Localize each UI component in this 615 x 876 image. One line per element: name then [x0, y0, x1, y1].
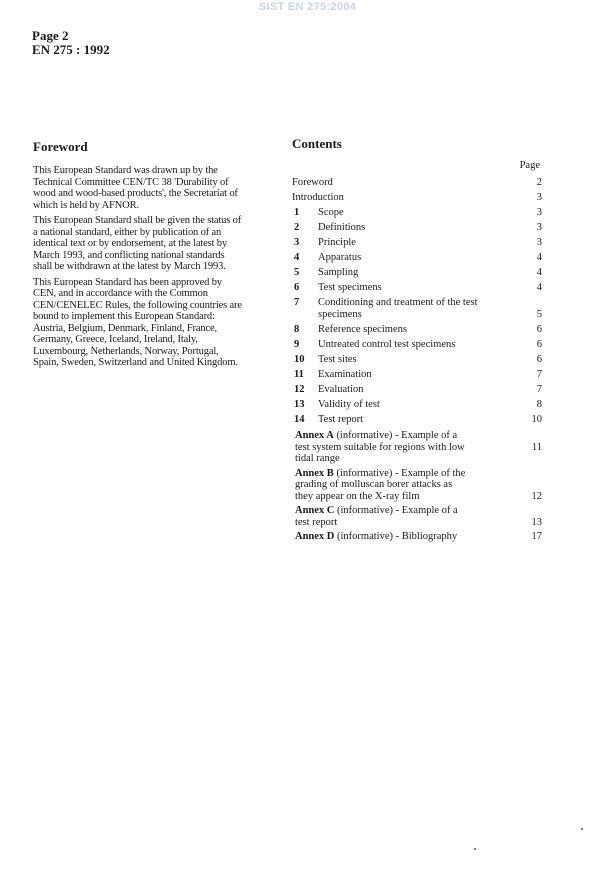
toc-page: 4 — [536, 252, 542, 263]
toc-page: 5 — [536, 308, 542, 320]
annex-title: (informative) - Bibliography — [334, 531, 458, 542]
foreword-heading: Foreword — [33, 139, 88, 154]
toc-page: 4 — [536, 282, 542, 293]
toc-entry-9 — [292, 339, 544, 351]
toc-title: Test report — [318, 413, 364, 425]
toc-page: 10 — [531, 413, 542, 425]
contents-heading: Contents — [292, 136, 342, 151]
toc-entry-introduction — [292, 192, 544, 204]
watermark: SIST EN 275:2004 — [258, 1, 357, 13]
toc-annex-a — [292, 430, 544, 465]
toc-title: Foreword — [292, 177, 333, 188]
toc-page: 4 — [536, 267, 542, 278]
toc-entry-8 — [292, 324, 544, 336]
scan-speck — [474, 848, 476, 850]
toc-number: 13 — [294, 398, 305, 410]
toc-entry-foreword — [292, 177, 544, 189]
standard-id: EN 275 : 1992 — [32, 42, 110, 57]
toc-title: Scope — [318, 207, 344, 218]
toc-title: Apparatus — [318, 252, 362, 263]
foreword-paragraph: This European Standard was drawn up by the Technical Committee CEN/TC 38 'Durability of wood and wood-based products', the Secretariat of which is held by AFNOR. — [33, 165, 238, 211]
toc-title: Principle — [318, 237, 356, 248]
toc-entry-13 — [292, 399, 544, 411]
toc-annex-d — [292, 531, 544, 543]
toc-number: 2 — [294, 222, 300, 233]
toc-title: Conditioning and treatment of the test specimens — [318, 297, 478, 320]
toc-title: Validity of test — [318, 398, 380, 410]
scan-speck — [581, 828, 583, 830]
toc-entry-1 — [292, 207, 544, 219]
toc-number: 12 — [294, 383, 305, 395]
foreword-section — [33, 140, 283, 373]
toc-title: Reference specimens — [318, 323, 407, 335]
toc-entry-4 — [292, 252, 544, 264]
contents-section — [292, 137, 544, 543]
toc-number: 6 — [294, 282, 300, 293]
toc-page: 3 — [536, 222, 542, 233]
toc-page: 3 — [536, 207, 542, 218]
toc-page: 17 — [531, 531, 542, 542]
toc-title: Sampling — [318, 267, 359, 278]
toc-title: Untreated control test specimens — [318, 338, 456, 350]
toc-page: 2 — [536, 177, 542, 188]
toc-entry-14 — [292, 414, 544, 426]
toc-page: 7 — [536, 368, 542, 380]
annex-name: Annex D — [295, 531, 335, 542]
toc-entry-5 — [292, 267, 544, 279]
annex-name: Annex B — [295, 467, 334, 479]
toc-number: 4 — [294, 252, 300, 263]
annex-title: (informative) - Example of the grading of molluscan borer attacks as they appear on the X-ray film — [295, 467, 466, 502]
toc-page: 7 — [536, 383, 542, 395]
toc-number: 14 — [294, 413, 305, 425]
toc-entry-6 — [292, 282, 544, 294]
toc-title: Introduction — [292, 192, 344, 203]
toc-page: 13 — [531, 516, 542, 528]
toc-number: 9 — [294, 338, 300, 350]
toc-title: Test sites — [318, 353, 357, 365]
toc-entry-3 — [292, 237, 544, 249]
toc-page: 11 — [531, 442, 542, 453]
toc-entry-11 — [292, 369, 544, 381]
toc-entry-2 — [292, 222, 544, 234]
annex-name: Annex A — [295, 430, 334, 441]
annex-name: Annex C — [295, 505, 335, 516]
toc-title: Examination — [318, 368, 372, 380]
page-column-label: Page — [519, 160, 540, 171]
toc-page: 6 — [536, 323, 542, 335]
toc-entry-7 — [292, 297, 544, 320]
toc-number: 11 — [294, 368, 304, 380]
toc-page: 6 — [536, 338, 542, 350]
toc-title: Test specimens — [318, 282, 382, 293]
toc-number: 5 — [294, 267, 300, 278]
toc-number: 3 — [294, 237, 300, 248]
foreword-paragraph: This European Standard has been approved by CEN, and in accordance with the Common CEN/CENELEC Rules, the following countries are bound to implement this European Standard: Austria, Belgium, Denmark, Finland, France, Germany, Greece, Iceland, Ireland, Italy, Luxembourg, Netherlands, Norway, Portugal, Spain, Sweden, Switzerland and United Kingdom. — [33, 276, 242, 368]
toc-number: 7 — [294, 297, 300, 308]
toc-page: 12 — [531, 490, 542, 502]
toc-annex-b — [292, 468, 544, 503]
toc-title: Definitions — [318, 222, 366, 233]
toc-entry-10 — [292, 354, 544, 366]
toc-page: 3 — [536, 192, 542, 203]
toc-number: 8 — [294, 323, 300, 335]
toc-title: Evaluation — [318, 383, 364, 395]
annex-title: (informative) - Example of a test system suitable for regions with low tidal range — [295, 430, 465, 464]
toc-page: 8 — [536, 398, 542, 410]
page-number: Page 2 — [32, 28, 69, 43]
toc-annex-c — [292, 505, 544, 528]
toc-number: 1 — [294, 207, 300, 218]
toc-number: 10 — [294, 353, 305, 365]
toc-page: 6 — [536, 353, 542, 365]
page-header — [32, 29, 110, 57]
foreword-paragraph: This European Standard shall be given the status of a national standard, either by publication of an identical text or by endorsement, at the latest by March 1993, and conflicting national standards shall be withdrawn at the latest by March 1993. — [33, 215, 242, 272]
annex-title: (informative) - Example of a test report — [295, 505, 458, 528]
toc-entry-12 — [292, 384, 544, 396]
toc-page: 3 — [536, 237, 542, 248]
